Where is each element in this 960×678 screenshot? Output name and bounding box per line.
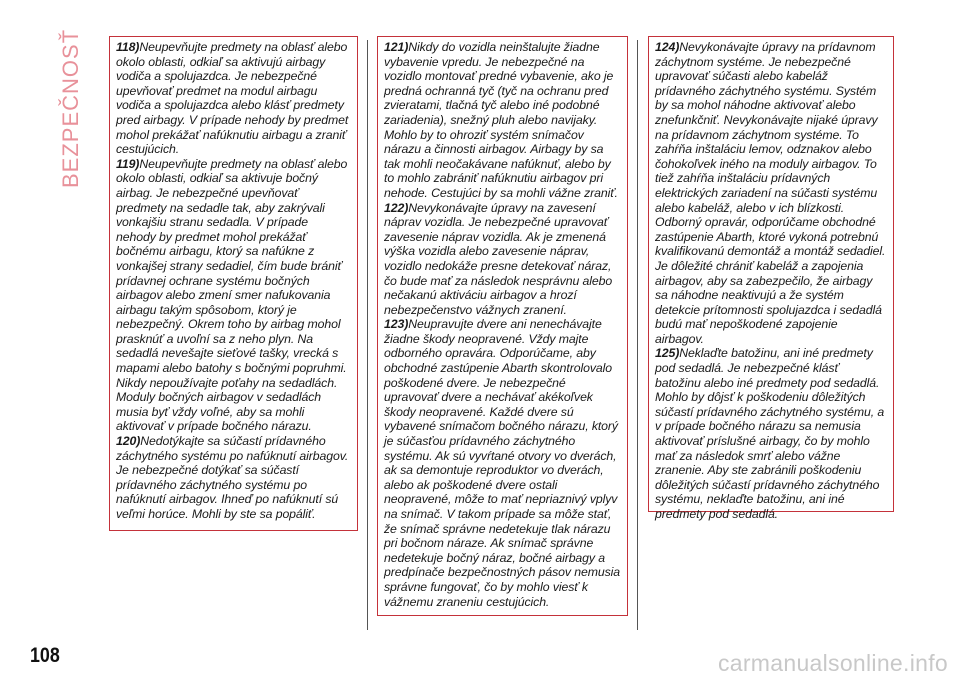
- note-text: Neupevňujte predmety na oblasť alebo okolo oblasti, odkiaľ sa aktivuje bočný airbag. Je nebezpečné upevňovať predmety na sedadle tak, aby zakrývali vonkajšiu stranu sedadla. V prípade nehody by predmet mohol prekážať bočnému airbagu, ktorý sa nafúkne z vonkajšej strany sedadiel, čím bude brániť prídavnej ochrane systému bočných airbagov alebo zmení smer nafukovania airbagu takým spôsobom, ktorý je nebezpečný. Okrem toho by airbag mohol prasknúť a uvoľní sa z neho plyn. Na sedadlá nevešajte sieťové tašky, vrecká s mapami alebo batohy s bočnými popruhmi. Nikdy nepoužívajte poťahy na sedadlách. Moduly bočných airbagov v sedadlách musia byť vždy voľné, aby sa mohli aktivovať v prípade bočného nárazu.: [116, 156, 348, 434]
- note-122: [384, 201, 621, 318]
- note-text: Neupevňujte predmety na oblasť alebo okolo oblasti, odkiaľ sa aktivujú airbagy vodiča a spolujazdca. Je nebezpečné upevňovať predmet na modul airbagu vodiča a spolujazdca alebo klásť predmety pred airbagy. V prípade nehody by predmet mohol prekážať nafúknutiu airbagu a zraniť cestujúcich.: [116, 40, 349, 157]
- note-118: [116, 40, 351, 157]
- note-number: 121): [384, 40, 409, 54]
- note-number: 125): [655, 346, 680, 361]
- warning-box-col2: [377, 36, 628, 616]
- note-119: [116, 157, 351, 434]
- warning-box-col3: [648, 36, 894, 521]
- watermark: carmanualsonline.info: [717, 650, 948, 676]
- note-number: 122): [384, 200, 409, 215]
- note-number: 124): [655, 40, 680, 54]
- note-number: 123): [384, 317, 409, 332]
- note-text: Nikdy do vozidla neinštalujte žiadne vybavenie vpredu. Je nebezpečné na vozidlo montovať predné vybavenie, ako je predná ochranná tyč (tyč na ochranu pred zvieratami, tlačná tyč alebo iné podobné zariadenia), snežný pluh alebo navijaky. Mohlo by to ohroziť systém snímačov nárazu a činnosti airbagov. Airbagy by sa tak mohli neočakávane nafúknuť, alebo by to mohlo zabrániť nafúknutiu airbagov pri nehode. Cestujúci by sa mohli vážne zraniť.: [384, 40, 618, 200]
- page-number: 108: [30, 644, 60, 667]
- note-text: Nedotýkajte sa súčastí prídavného záchytného systému po nafúknutí airbagov. Je nebezpečné dotýkať sa súčastí prídavného záchytného systému po nafúknutí airbagov. Ihneď po nafúknutí sú veľmi horúce. Mohli by ste sa popáliť.: [116, 434, 349, 521]
- note-number: 120): [116, 434, 141, 449]
- note-125: [655, 346, 887, 521]
- note-number: 119): [116, 156, 140, 171]
- note-124: [655, 40, 887, 346]
- note-number: 118): [116, 40, 140, 54]
- note-120: [116, 434, 351, 522]
- column-divider: [367, 40, 368, 630]
- warning-box-col1: [109, 36, 358, 531]
- section-title: BEZPEČNOSŤ: [58, 28, 83, 188]
- column-divider: [637, 40, 638, 630]
- note-text: Nevykonávajte úpravy na prídavnom záchytnom systéme. Je nebezpečné upravovať súčasti alebo kabeláž prídavného záchytného systému. Systém by sa mohol náhodne aktivovať alebo znefunkčniť. Nevykonávajte nijaké úpravy na prídavnom záchytnom systéme. To zahŕňa inštaláciu lemov, odznakov alebo čohokoľvek iného na moduly airbagov. To tiež zahŕňa inštaláciu prídavných elektrických zariadení na súčasti systému alebo kabeláž, alebo v ich blízkosti. Odborný opravár, odporúčame obchodné zastúpenie Abarth, ktoré vykoná potrebnú kvalifikovanú demontáž a montáž sedadiel. Je dôležité chrániť kabeláž a zapojenia airbagov, aby sa zabezpečilo, že airbagy sa náhodne neaktivujú a že systém detekcie prítomnosti spolujazdca i sedadlá budú mať nepoškodené zapojenie airbagov.: [655, 40, 886, 346]
- note-121: [384, 40, 621, 201]
- note-123: [384, 317, 621, 609]
- note-text: Nevykonávajte úpravy na zavesení náprav vozidla. Je nebezpečné upravovať zavesenie náprav vozidla. Ak je zmenená výška vozidla alebo zavesenie náprav, vozidlo nedokáže presne detekovať náraz, čo bude mať za následok nesprávnu alebo nečakanú aktiváciu airbagov a hrozí nebezpečenstvo vážnych zranení.: [384, 200, 613, 317]
- note-text: Neupravujte dvere ani nenechávajte žiadne škody neopravené. Vždy majte odborného opravára. Odporúčame, aby obchodné zastúpenie Abarth skontrolovalo poškodené dvere. Je nebezpečné upravovať dvere a nechávať akékoľvek škody neopravené. Každé dvere sú vybavené snímačom bočného nárazu, ktorý je súčasťou prídavného záchytného systému. Ak sú vyvŕtané otvory vo dverách, ak sa demontuje reproduktor vo dverách, alebo ak poškodené dvere ostali neopravené, môže to mať nepriaznivý vplyv na snímač. V takom prípade sa môže stať, že snímač správne nedetekuje tlak nárazu pri bočnom náraze. Ak snímač správne nedetekuje bočný náraz, bočné airbagy a predpínače bezpečnostných pásov nemusia správne fungovať, čo by mohlo viesť k vážnemu zraneniu cestujúcich.: [384, 317, 621, 609]
- note-text: Neklaďte batožinu, ani iné predmety pod sedadlá. Je nebezpečné klásť batožinu alebo iné predmety pod sedadlá. Mohlo by dôjsť k poškodeniu dôležitých súčastí prídavného záchytného systému, a v prípade bočného nárazu sa nemusia aktivovať príslušné airbagy, čo by mohlo mať za následok smrť alebo vážne zranenie. Aby ste zabránili poškodeniu dôležitých súčastí prídavného záchytného systému, neklaďte batožinu, ani iné predmety pod sedadlá.: [655, 346, 885, 521]
